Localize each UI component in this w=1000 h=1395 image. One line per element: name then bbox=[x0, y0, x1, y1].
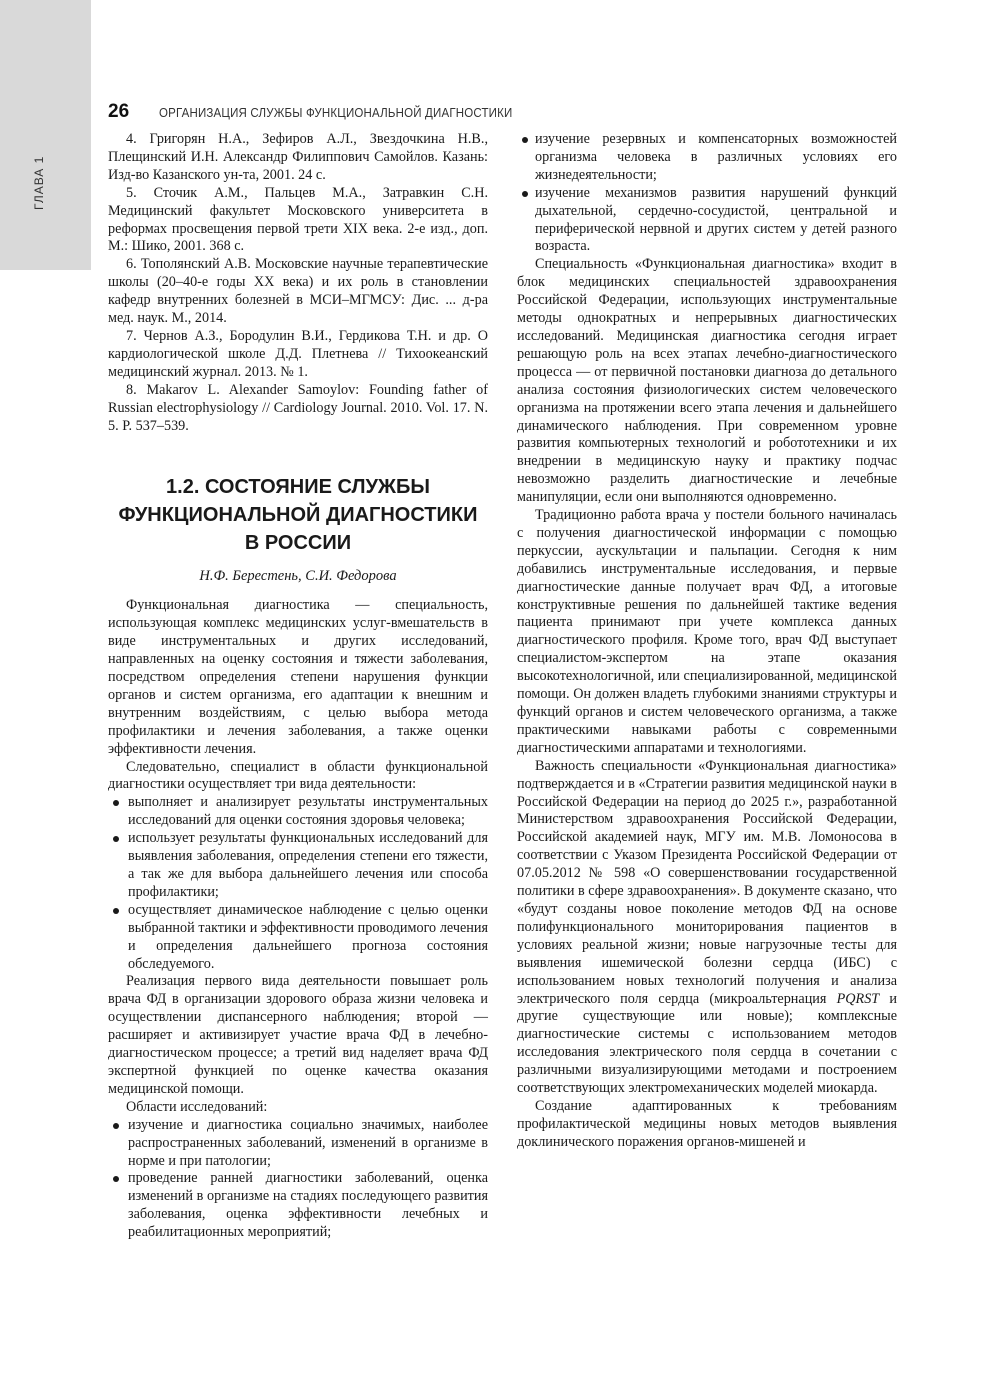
section-heading-line: В РОССИИ bbox=[244, 532, 352, 555]
bullet-icon bbox=[522, 137, 528, 143]
chapter-side-tab bbox=[0, 0, 91, 270]
bullet-icon bbox=[113, 1176, 119, 1182]
list-item: изучение и диагностика социально значимых, наиболее распространенных заболеваний, изменений в организме в норме и при патологии; bbox=[108, 1117, 488, 1171]
body-paragraph: Традиционно работа врача у постели больного начиналась с получения диагностической информации с помощью перкуссии, аускультации и пальпации. Сегодня к ним добавились инструментальные исследования, и первые диагностические данные получает врач ФД, а итоговые конструктивные решения по дальнейшей тактике ведения пациента принимают при учете комплекса данных диагностического профиля. Кроме того, врач ФД выступает специалистом-экспертом на этапе оказания высокотехнологичной, или специализированной, медицинской помощи. Он должен владеть глубокими знаниями структуры и функций органов и систем человеческого организма, а также практическими навыками работы с современными диагностическими аппаратами и технологиями. bbox=[517, 507, 897, 756]
list-item: изучение механизмов развития нарушений функций дыхательной, сердечно-сосудистой, центральной и периферической нервной и других систем у детей разного возраста. bbox=[517, 185, 897, 257]
bullet-icon bbox=[113, 836, 119, 842]
section-authors: Н.Ф. Берестень, С.И. Федорова bbox=[199, 568, 397, 585]
reference-item: 4. Григорян Н.А., Зефиров А.Л., Звездочкина Н.В., Плещинский И.Н. Александр Филиппович Самойлов. Казань: Изд-во Казанского ун-та, 2001. 24 с. bbox=[108, 131, 488, 183]
running-header bbox=[108, 101, 513, 127]
list-item: проведение ранней диагностики заболеваний, оценка изменений в организме на стадиях последующего развития заболевания, оценка эффективности лечебных и реабилитационных мероприятий; bbox=[108, 1170, 488, 1242]
right-column bbox=[517, 131, 897, 1152]
section-heading bbox=[108, 473, 488, 557]
list-item: использует результаты функциональных исследований для выявления заболевания, определения степени его тяжести, а так же для выбора дальнейшего лечения или способа профилактики; bbox=[108, 830, 488, 902]
body-paragraph: Реализация первого вида деятельности повышает роль врача ФД в организации здорового образа жизни человека и осуществлении диспансерного наблюдения; второй — расширяет и активизирует участие врача ФД в лечебно-диагностическом процессе; а третий вид наделяет врача ФД экспертной функцией по оценке качества оказания медицинской помощи. bbox=[108, 973, 488, 1097]
list-item: изучение резервных и компенсаторных возможностей организма человека в различных условиях его жизнедеятельности; bbox=[517, 131, 897, 185]
running-header-title: ОРГАНИЗАЦИЯ СЛУЖБЫ ФУНКЦИОНАЛЬНОЙ ДИАГНОСТИКИ bbox=[159, 106, 513, 120]
section-heading-line: ФУНКЦИОНАЛЬНОЙ ДИАГНОСТИКИ bbox=[118, 504, 478, 527]
reference-item: 6. Тополянский А.В. Московские научные терапевтические школы (20–40-е годы XX века) и их роль в становлении кафедр внутренних болезней в МСИ–МГМСУ: Дис. ... д-ра мед. наук. М., 2014. bbox=[108, 256, 488, 327]
reference-list bbox=[108, 131, 488, 435]
page-number: 26 bbox=[108, 101, 130, 122]
research-areas-list bbox=[108, 1117, 488, 1242]
body-paragraph: Следовательно, специалист в области функциональной диагностики осуществляет три вида деятельности: bbox=[108, 758, 488, 793]
body-paragraph: Создание адаптированных к требованиям профилактической медицины новых методов выявления доклинического поражения органов-мишеней и bbox=[517, 1097, 897, 1150]
section-heading-line: 1.2. СОСТОЯНИЕ СЛУЖБЫ bbox=[166, 476, 430, 499]
activity-list bbox=[108, 794, 488, 973]
left-column bbox=[108, 131, 488, 1242]
reference-item: 8. Makarov L. Alexander Samoylov: Founding father of Russian electrophysiology // Cardiology Journal. 2010. Vol. 17. N. 5. P. 537–539. bbox=[108, 381, 488, 434]
body-paragraph: Области исследований: bbox=[126, 1098, 268, 1115]
reference-item: 7. Чернов А.З., Бородулин В.И., Гердикова Т.Н. и др. О кардиологической школе Д.Д. Плетнева // Тихоокеанский медицинский журнал. 2013. № 1. bbox=[108, 327, 488, 380]
bullet-icon bbox=[113, 908, 119, 914]
list-item: выполняет и анализирует результаты инструментальных исследований для оценки состояния здоровья человека; bbox=[108, 794, 488, 830]
body-paragraph: Специальность «Функциональная диагностика» входит в блок медицинских специальностей здравоохранения Российской Федерации, использующих инструментальные методы однократных и непрерывных диагностических исследований. Медицинская диагностика сегодня играет решающую роль на всех этапах лечебно-диагностического процесса — от первичной постановки диагноза до детального анализа состояния физиологических систем человеческого организма на протяжении всего этапа лечения и дальнейшего динамического наблюдения. При современном уровне развития компьютерных технологий и робототехники и их внедрении в медицинскую науку и практику подчас невозможно разделить диагностические и лечебные манипуляции, если они выполняются одновременно. bbox=[517, 256, 897, 506]
bullet-icon bbox=[522, 191, 528, 197]
list-item: осуществляет динамическое наблюдение с целью оценки выбранной тактики и эффективности проводимого лечения и определения дальнейшего прогноза состояния обследуемого. bbox=[108, 902, 488, 974]
body-paragraph: Важность специальности «Функциональная диагностика» подтверждается и в «Стратегии развития медицинской науки в Российской Федерации на период до 2025 г.», разработанной Министерством здравоохранения Российской Федерации, Российской академией наук, МГУ им. М.В. Ломоносова в соответствии с Указом Президента Российской Федерации от 07.05.2012 № 598 «О совершенствовании государственной политики в сфере здравоохранения». В документе сказано, что «будут созданы новое поколение методов ФД на основе полифункционального мониторирования пациентов в условиях реальной жизни; новые нагрузочные тесты для выявления ишемической болезни сердца (ИБС) с использованием новых технологий получения и анализа электрического поля сердца (микроальтернация PQRST и другие существующие или новые); комплексные диагностические системы с использованием методов исследования электрического поля сердца в сочетании с различными визуализирующими методами и построением соответствующих электромеханических моделей миокарда. bbox=[517, 757, 897, 1097]
body-paragraph: Функциональная диагностика — специальность, использующая комплекс медицинских услуг-вмешательств в виде инструментальных и других исследований, направленных на оценку состояния и тяжести заболевания, посредством определения степени нарушения функции органов и систем организма, его адаптации к внешним и внутренним воздействиям, с целью выбора метода профилактики и лечения заболевания, а также оценки эффективности лечения. bbox=[108, 597, 488, 757]
reference-item: 5. Сточик А.М., Пальцев М.А., Затравкин С.Н. Медицинский факультет Московского университета в реформах просвещения первой трети XIX века. 2-е изд., доп. М.: Шико, 2001. 368 с. bbox=[108, 184, 488, 255]
chapter-label: ГЛАВА 1 bbox=[32, 155, 46, 210]
italic-term: PQRST bbox=[836, 990, 880, 1007]
bullet-icon bbox=[113, 800, 119, 806]
research-areas-list-continued bbox=[517, 131, 897, 256]
bullet-icon bbox=[113, 1123, 119, 1129]
